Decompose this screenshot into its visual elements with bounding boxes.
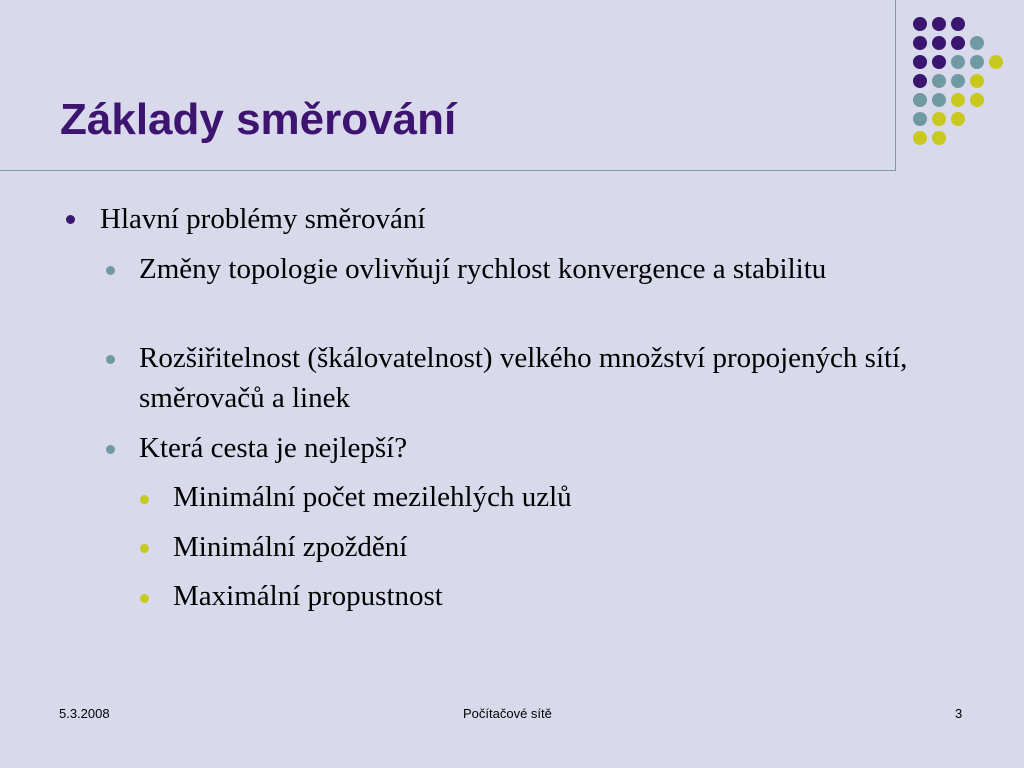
bullet-icon [106,266,115,275]
bullet-item-level3: Minimální zpoždění [173,531,408,563]
bullet-icon [66,215,75,224]
footer-page-number: 3 [955,706,963,721]
bullet-icon [106,445,115,454]
bullet-icon [140,495,149,504]
bullet-icon [106,355,115,364]
bullet-item-level2: Rozšiřitelnost (škálovatelnost) velkého množství propojených sítí, směrovačů a linek [139,342,908,414]
bullet-item-level2: Která cesta je nejlepší? [139,432,408,464]
footer-title: Počítačové sítě [463,706,552,721]
slide-title: Základy směrování [60,95,457,144]
bullet-item-level1: Hlavní problémy směrování [100,203,426,235]
footer-date: 5.3.2008 [59,706,110,721]
bullet-item-level2: Změny topologie ovlivňují rychlost konvergence a stabilitu [139,253,827,285]
bullet-item-level3: Minimální počet mezilehlých uzlů [173,481,572,513]
bullet-item-level3: Maximální propustnost [173,580,443,612]
bullet-icon [140,544,149,553]
bullet-icon [140,594,149,603]
